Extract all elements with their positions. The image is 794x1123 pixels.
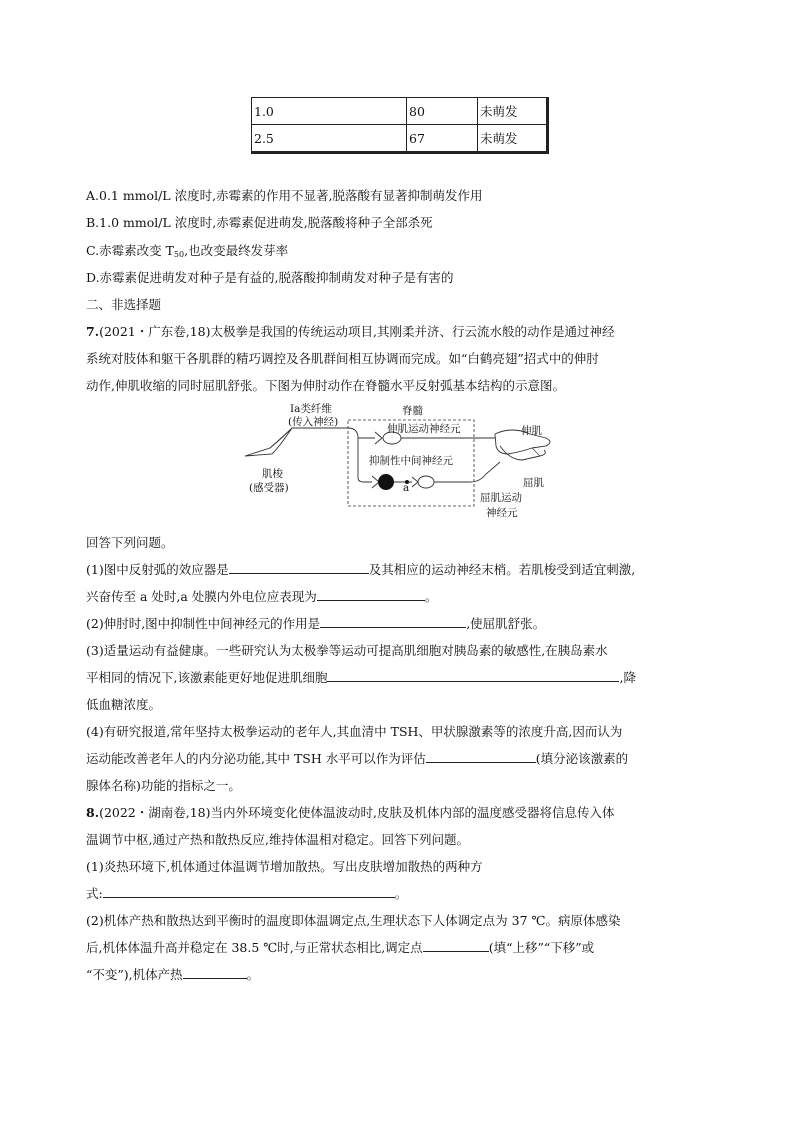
table-cell: 67 — [407, 125, 478, 153]
diagram-label-spindle: 肌梭 — [262, 468, 283, 480]
diagram-label-point-a: a — [403, 482, 410, 494]
data-table — [251, 97, 549, 154]
q7-part3-line1: (3)适量运动有益健康。一些研究认为太极拳等运动可提高肌细胞对胰岛素的敏感性,在胰岛素水 — [86, 643, 608, 658]
q8-p2d: “不变”),机体产热 — [86, 967, 183, 982]
q7-line1 — [86, 323, 614, 340]
q7-p1b: 及其相应的运动神经末梢。若肌梭受到适宜刺激, — [368, 562, 636, 577]
option-c-pre: C.赤霉素改变 T — [86, 243, 174, 258]
q8-p2b: 后,机体体温升高并稳定在 38.5 ℃时,与正常状态相比,调定点 — [86, 940, 423, 955]
q7-line2: 系统对肢体和躯干各肌群的精巧调控及各肌群间相互协调而完成。如“白鹤亮翅”招式中的伸肘 — [86, 351, 599, 366]
diagram-label-afferent: (传入神经) — [288, 416, 339, 428]
q7-number: 7. — [86, 324, 100, 339]
answer-blank-2[interactable] — [317, 588, 425, 601]
option-d: D.赤霉素促进萌发对种子是有益的,脱落酸抑制萌发对种子是有害的 — [86, 270, 454, 285]
q7-p4b: 运动能改善老年人的内分泌功能,其中 TSH 水平可以作为评估 — [86, 751, 426, 766]
q8-p1c: 。 — [394, 886, 408, 901]
q7-p2a: (2)伸肘时,图中抑制性中间神经元的作用是 — [86, 616, 321, 631]
q7-part3-line2 — [86, 669, 636, 686]
q8-line2: 温调节中枢,通过产热和散热反应,维持体温相对稳定。回答下列问题。 — [86, 832, 469, 847]
q7-part2 — [86, 615, 545, 632]
q8-p1b: 式: — [86, 886, 103, 901]
table-cell: 1.0 — [252, 98, 407, 125]
q8-part2-line2 — [86, 939, 594, 956]
table-cell: 2.5 — [252, 125, 407, 153]
option-c-sub: 50 — [173, 250, 185, 259]
q7-part3-line3: 低血糖浓度。 — [86, 697, 162, 712]
q7-p1c: 兴奋传至 a 处时,a 处膜内外电位应表现为 — [86, 589, 317, 604]
q7-p3c: ,降 — [619, 670, 636, 685]
option-a: A.0.1 mmol/L 浓度时,赤霉素的作用不显著,脱落酸有显著抑制萌发作用 — [86, 188, 483, 203]
q7-p1a: (1)图中反射弧的效应器是 — [86, 562, 229, 577]
answer-blank-8[interactable] — [183, 966, 247, 979]
diagram-label-flex-neuron1: 屈肌运动 — [480, 492, 522, 504]
option-b: B.1.0 mmol/L 浓度时,赤霉素促进萌发,脱落酸将种子全部杀死 — [86, 215, 433, 230]
q7-part1-line2 — [86, 588, 437, 605]
answer-blank-5[interactable] — [426, 750, 536, 763]
q8-part2-line3 — [86, 966, 259, 983]
q7-p2b: ,使屈肌舒张。 — [466, 616, 546, 631]
q7-part4-line2 — [86, 750, 628, 767]
q8-part1-line1: (1)炎热环境下,机体通过体温调节增加散热。写出皮肤增加散热的两种方 — [86, 859, 483, 874]
q8-line1 — [86, 804, 614, 821]
diagram-label-ext-muscle: 伸肌 — [521, 425, 542, 437]
answer-blank-7[interactable] — [423, 939, 489, 952]
table-cell: 80 — [407, 98, 478, 125]
q7-text1: (2021・广东卷,18)太极拳是我国的传统运动项目,其刚柔并济、行云流水般的动作是通过神经 — [99, 324, 615, 339]
q7-p3b: 平相同的情况下,该激素能更好地促进肌细胞 — [86, 670, 328, 685]
option-c — [86, 242, 288, 263]
q7-prompt: 回答下列问题。 — [86, 535, 174, 550]
q7-line3: 动作,伸肌收缩的同时屈肌舒张。下图为伸肘动作在脊髓水平反射弧基本结构的示意图。 — [86, 378, 565, 393]
diagram-label-receptor: (感受器) — [249, 482, 289, 494]
q8-p2e: 。 — [246, 967, 260, 982]
q8-part2-line1: (2)机体产热和散热达到平衡时的温度即体温调定点,生理状态下人体调定点为 37 ℃。病原体感染 — [86, 913, 621, 928]
q7-p4c: (填分泌该激素的 — [535, 751, 629, 766]
diagram-label-flex-neuron2: 神经元 — [486, 507, 518, 519]
diagram-label-flex-muscle: 屈肌 — [523, 477, 544, 489]
diagram-label-fiber: Ia类纤维 — [290, 403, 332, 415]
q7-part4-line1: (4)有研究报道,常年坚持太极拳运动的老年人,其血清中 TSH、甲状腺激素等的浓度升高,因而认为 — [86, 724, 623, 739]
section-title: 二、非选择题 — [86, 297, 162, 312]
q7-part4-line3: 腺体名称)功能的指标之一。 — [86, 778, 241, 793]
q7-p1d: 。 — [424, 589, 438, 604]
diagram-label-spinal: 脊髓 — [402, 405, 423, 417]
answer-blank-1[interactable] — [229, 561, 369, 574]
diagram-label-ext-neuron: 伸肌运动神经元 — [387, 423, 461, 435]
option-c-post: ,也改变最终发芽率 — [184, 243, 289, 258]
diagram-label-inhib: 抑制性中间神经元 — [369, 455, 453, 467]
q8-text1: (2022・湖南卷,18)当内外环境变化使体温波动时,皮肤及机体内部的温度感受器将信息传入体 — [99, 805, 615, 820]
q8-number: 8. — [86, 805, 100, 820]
answer-blank-3[interactable] — [320, 615, 466, 628]
table-row — [252, 98, 548, 125]
q7-part1-line1 — [86, 561, 635, 578]
table-cell: 未萌发 — [478, 98, 548, 125]
table-row — [252, 125, 548, 153]
q8-p2c: (填“上移”“下移”或 — [488, 940, 595, 955]
answer-blank-4[interactable] — [327, 669, 619, 682]
q8-part1-line2 — [86, 885, 407, 902]
answer-blank-6[interactable] — [103, 885, 395, 898]
table-cell: 未萌发 — [478, 125, 548, 153]
